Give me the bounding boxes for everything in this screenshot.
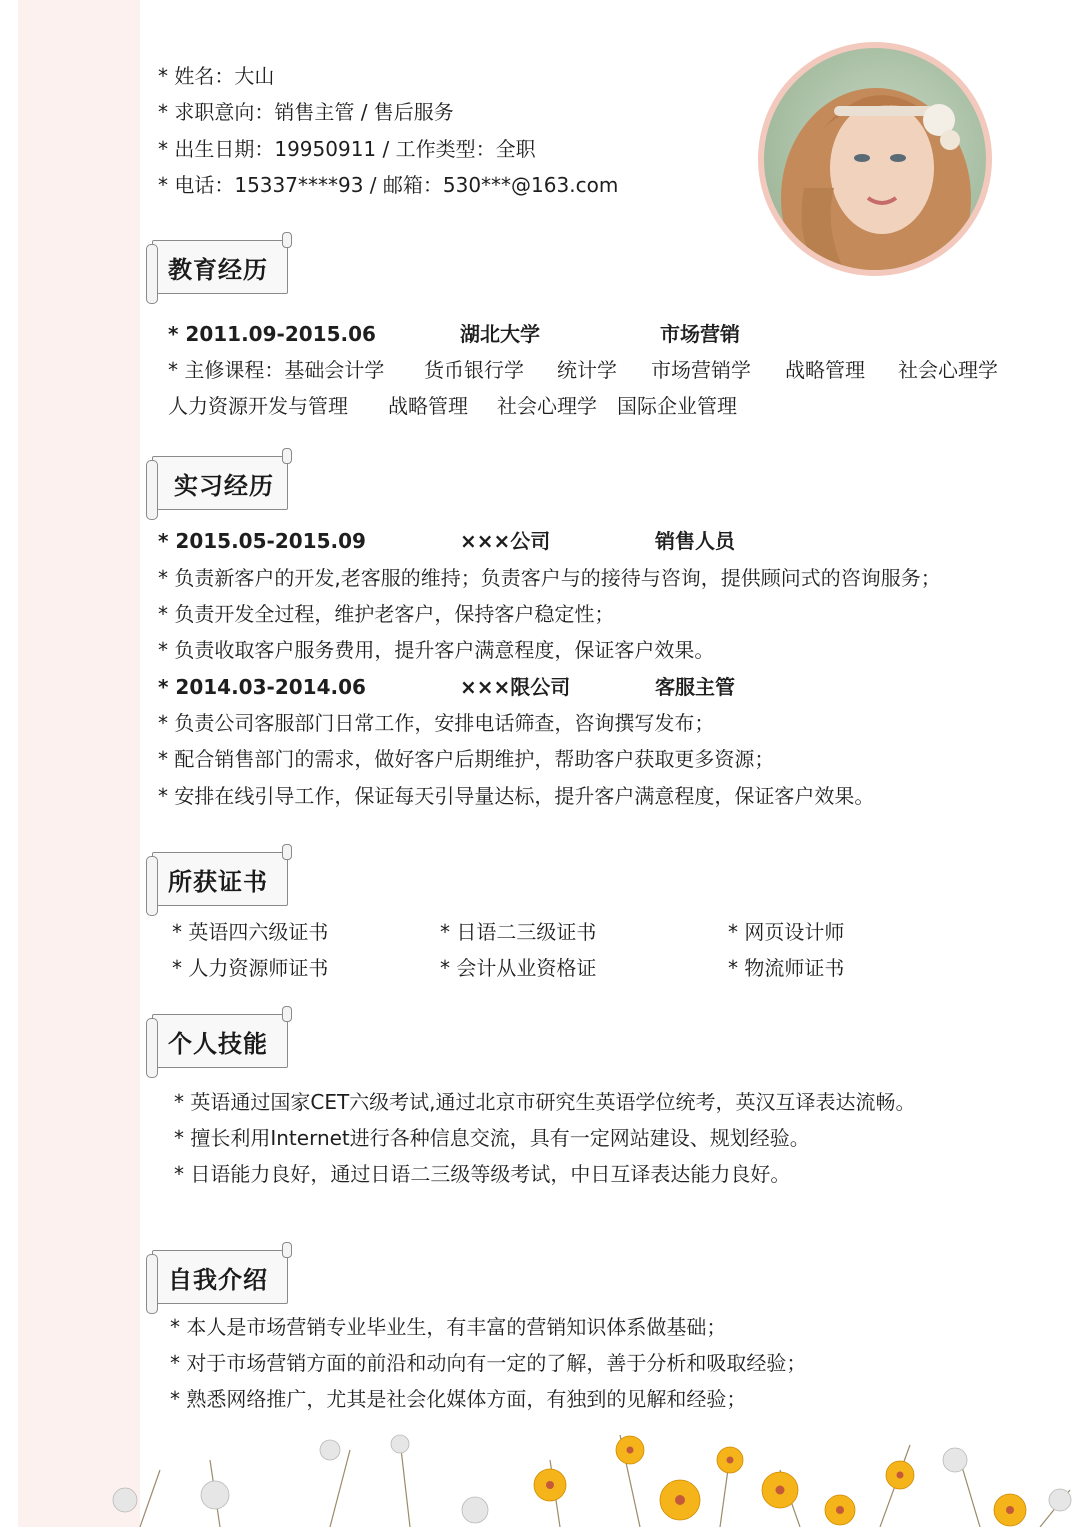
section-heading-certificates [146, 850, 292, 908]
job-duty: * 配合销售部门的需求，做好客户后期维护，帮助客户获取更多资源； [158, 747, 775, 771]
course-item: 货币银行学 [424, 358, 524, 382]
flower-decoration [80, 1430, 1080, 1527]
job-duty: * 负责收取客户服务费用，提升客户满意程度，保证客户效果。 [158, 638, 715, 662]
course-item: 统计学 [557, 358, 617, 382]
edu-period: * 2011.09-2015.06 [168, 322, 376, 346]
certificate-item: * 物流师证书 [728, 956, 845, 980]
job-duty: * 负责新客户的开发,老客服的维持；负责客户与的接待与咨询，提供顾问式的咨询服务； [158, 566, 941, 590]
intro-item: * 对于市场营销方面的前沿和动向有一定的了解，善于分析和吸取经验； [170, 1351, 807, 1375]
job-duty: * 负责开发全过程，维护老客户，保持客户稳定性； [158, 602, 615, 626]
profile-intent: * 求职意向：销售主管 / 售后服务 [158, 100, 454, 124]
course-item: 市场营销学 [651, 358, 751, 382]
section-title-intro: 自我介绍 [168, 1266, 268, 1294]
skill-item: * 擅长利用Internet进行各种信息交流，具有一定网站建设、规划经验。 [174, 1126, 810, 1150]
course-item: 战略管理 [785, 358, 865, 382]
job-duty: * 安排在线引导工作，保证每天引导量达标，提升客户满意程度，保证客户效果。 [158, 784, 875, 808]
job-company: ×××限公司 [460, 675, 571, 699]
course-item: 战略管理 [388, 394, 468, 418]
portrait-photo [764, 48, 986, 270]
section-title-skills: 个人技能 [168, 1030, 268, 1058]
job-period: * 2014.03-2014.06 [158, 675, 366, 699]
job-company: ×××公司 [460, 529, 551, 553]
job-period: * 2015.05-2015.09 [158, 529, 366, 553]
job-role: 客服主管 [655, 675, 735, 699]
course-item: 社会心理学 [898, 358, 998, 382]
side-band [18, 0, 140, 1527]
certificate-item: * 会计从业资格证 [440, 956, 597, 980]
intro-item: * 熟悉网络推广，尤其是社会化媒体方面，有独到的见解和经验； [170, 1387, 747, 1411]
section-heading-intro [146, 1248, 292, 1306]
intro-item: * 本人是市场营销专业毕业生，有丰富的营销知识体系做基础； [170, 1315, 727, 1339]
profile-birth: * 出生日期：19950911 / 工作类型：全职 [158, 137, 536, 161]
certificate-item: * 日语二三级证书 [440, 920, 597, 944]
section-title-education: 教育经历 [168, 256, 268, 284]
job-duty: * 负责公司客服部门日常工作，安排电话筛查，咨询撰写发布； [158, 711, 715, 735]
job-role: 销售人员 [655, 529, 735, 553]
profile-contact: * 电话：15337****93 / 邮箱：530***@163.com [158, 173, 619, 197]
section-heading-education [146, 238, 292, 296]
certificate-item: * 网页设计师 [728, 920, 845, 944]
section-title-certificates: 所获证书 [168, 868, 268, 896]
edu-major: 市场营销 [660, 322, 740, 346]
edu-school: 湖北大学 [460, 322, 540, 346]
section-title-internship: 实习经历 [174, 472, 274, 500]
certificate-item: * 人力资源师证书 [172, 956, 329, 980]
certificate-item: * 英语四六级证书 [172, 920, 329, 944]
skill-item: * 英语通过国家CET六级考试,通过北京市研究生英语学位统考，英汉互译表达流畅。 [174, 1090, 916, 1114]
section-heading-internship [146, 454, 292, 512]
edu-courses-label: * 主修课程：基础会计学 [168, 358, 385, 382]
course-item: 人力资源开发与管理 [168, 394, 348, 418]
course-item: 社会心理学 [497, 394, 597, 418]
section-heading-skills [146, 1012, 292, 1070]
course-item: 国际企业管理 [617, 394, 737, 418]
skill-item: * 日语能力良好，通过日语二三级等级考试，中日互译表达能力良好。 [174, 1162, 791, 1186]
profile-name: * 姓名：大山 [158, 64, 275, 88]
